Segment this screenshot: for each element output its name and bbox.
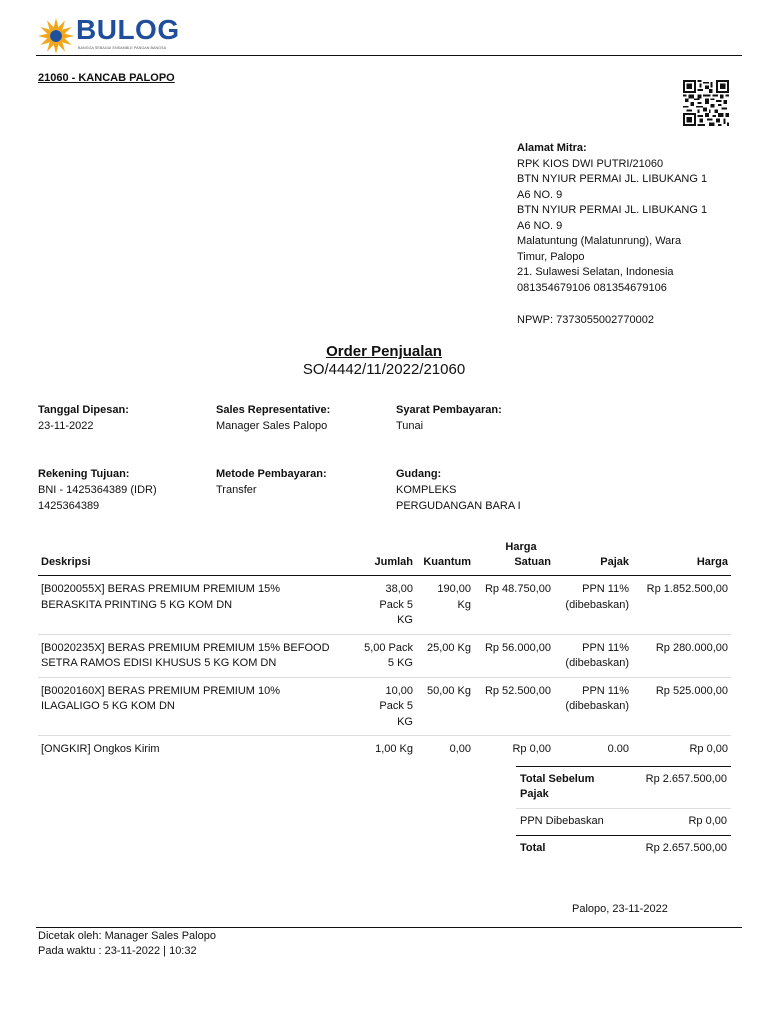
bank-account-value: BNI - 1425364389 (IDR) [38,484,157,496]
item-volume [416,576,474,635]
address-line: A6 NO. 9 [517,219,563,232]
qty-line: 10,00 [385,684,413,697]
sales-rep-label: Sales Representative: [216,404,331,416]
qty-line: 5 KG [387,657,413,669]
qty-line: KG [397,715,413,728]
payment-method-block [216,466,327,498]
item-unit-price: Rp 48.750,00 [474,576,554,635]
subtotal-label-line: Pajak [520,788,549,800]
grand-total-row [516,836,731,863]
tax-line: (dibebaskan) [565,598,629,611]
subtotal-label-line: Total Sebelum [520,773,595,785]
item-description [38,634,356,677]
totals-table [516,766,731,862]
bank-account-block [38,466,157,514]
item-tax [554,576,632,635]
bank-account-number: 1425364389 [38,500,100,512]
tax-line: PPN 11% [582,583,629,595]
printed-at: Pada waktu : 23-11-2022 | 10:32 [38,945,197,957]
item-price: Rp 280.000,00 [632,634,731,677]
qty-line: Pack 5 [379,598,413,611]
desc-line: [B0020235X] BERAS PREMIUM PREMIUM 15% BEFOOD [41,641,330,654]
item-price: Rp 1.852.500,00 [632,576,731,635]
address-line: BTN NYIUR PERMAI JL. LIBUKANG 1 [517,204,708,216]
col-header-price: Harga [632,538,731,576]
item-unit-price: Rp 0,00 [512,743,551,755]
partner-label: Alamat Mitra: [517,142,587,154]
desc-line: [B0020160X] BERAS PREMIUM PREMIUM 10% [41,684,281,697]
qty-line: 5,00 Pack [364,641,413,654]
table-row [38,677,731,736]
qr-code-icon [683,80,729,126]
logo-wordmark: BULOG [76,14,180,45]
bulog-logo [36,14,186,54]
order-items-table [38,538,731,763]
grand-total-value: Rp 2.657.500,00 [625,836,731,863]
table-row [38,634,731,677]
warehouse-value-2: PERGUDANGAN BARA I [396,500,521,512]
tax-line: PPN 11% [582,684,629,697]
payment-method-value: Transfer [216,484,257,496]
desc-line: ILAGALIGO 5 KG KOM DN [41,700,175,712]
item-unit-price: Rp 52.500,00 [474,677,554,736]
subtotal-row [516,767,731,809]
tax-line: (dibebaskan) [565,657,629,669]
order-date-label: Tanggal Dipesan: [38,404,129,416]
order-date-value: 23-11-2022 [38,420,94,432]
unit-price-header-line: Satuan [514,556,551,568]
table-row [38,736,731,763]
payment-terms-label: Syarat Pembayaran: [396,404,502,416]
address-line: A6 NO. 9 [517,188,563,201]
desc-line: BERASKITA PRINTING 5 KG KOM DN [41,598,233,611]
item-volume: 0,00 [449,743,471,755]
header-divider [36,55,742,56]
qty-line: Pack 5 [379,700,413,712]
col-header-quantity: Jumlah [356,538,416,576]
tax-exempt-label: PPN Dibebaskan [516,809,625,836]
item-tax [554,634,632,677]
item-unit-price: Rp 56.000,00 [474,634,554,677]
warehouse-value: KOMPLEKS [396,484,457,496]
table-header-row [38,538,731,576]
item-description [38,677,356,736]
item-tax: 0.00 [607,743,629,755]
tax-line: (dibebaskan) [565,700,629,712]
payment-method-label: Metode Pembayaran: [216,468,327,480]
item-price: Rp 0,00 [689,743,728,755]
tax-exempt-value: Rp 0,00 [625,809,731,836]
logo-tagline: BANGGA SEBAGAI ENSAMBLE PANGAN BANGSA [78,46,167,50]
address-line: BTN NYIUR PERMAI JL. LIBUKANG 1 [517,173,708,185]
sales-rep-block [216,402,330,434]
item-description [38,576,356,635]
unit-price-header-line: Harga [505,541,537,553]
subtotal-label [516,767,625,809]
item-quantity: 1,00 Kg [375,743,413,755]
sun-logo-icon [36,16,76,56]
subtotal-value: Rp 2.657.500,00 [625,767,731,809]
item-quantity [356,677,416,736]
col-header-volume: Kuantum [416,538,474,576]
partner-address [517,141,732,296]
grand-total-label: Total [516,836,625,863]
vol-line: Kg [457,598,471,611]
sales-rep-value: Manager Sales Palopo [216,420,328,432]
tax-exempt-row [516,809,731,836]
item-quantity [356,634,416,677]
address-line: RPK KIOS DWI PUTRI/21060 [517,157,664,170]
warehouse-label: Gudang: [396,468,442,480]
item-price: Rp 525.000,00 [632,677,731,736]
bank-account-label: Rekening Tujuan: [38,468,130,480]
table-row [38,576,731,635]
item-volume: 50,00 Kg [416,677,474,736]
printed-by: Dicetak oleh: Manager Sales Palopo [38,930,216,942]
qty-line: KG [397,614,413,626]
branch-title: 21060 - KANCAB PALOPO [38,72,175,84]
item-volume: 25,00 Kg [416,634,474,677]
place-date: Palopo, 23-11-2022 [572,903,668,915]
item-quantity [356,576,416,635]
qty-line: 38,00 [385,583,413,595]
payment-terms-value: Tunai [396,420,424,432]
desc-line: SETRA RAMOS EDISI KHUSUS 5 KG KOM DN [41,657,277,669]
vol-line: 190,00 [437,583,471,595]
item-tax [554,677,632,736]
address-line: 081354679106 081354679106 [517,281,667,294]
col-header-tax: Pajak [554,538,632,576]
title-heading: Order Penjualan [326,343,442,360]
order-number: SO/4442/11/2022/21060 [302,361,466,378]
address-line: 21. Sulawesi Selatan, Indonesia [517,266,674,278]
col-header-unit-price [474,538,554,576]
print-footer [38,929,216,959]
address-line: Malatuntung (Malatunrung), Wara [517,235,682,247]
payment-terms-block [396,402,502,434]
item-description: [ONGKIR] Ongkos Kirim [41,743,160,755]
desc-line: [B0020055X] BERAS PREMIUM PREMIUM 15% [41,583,281,595]
warehouse-block [396,466,521,514]
tax-line: PPN 11% [582,641,629,654]
npwp: NPWP: 7373055002770002 [517,314,654,326]
address-line: Timur, Palopo [517,250,585,263]
document-title [0,343,768,378]
footer-divider [36,927,742,928]
order-date-block [38,402,129,434]
col-header-description: Deskripsi [38,538,356,576]
